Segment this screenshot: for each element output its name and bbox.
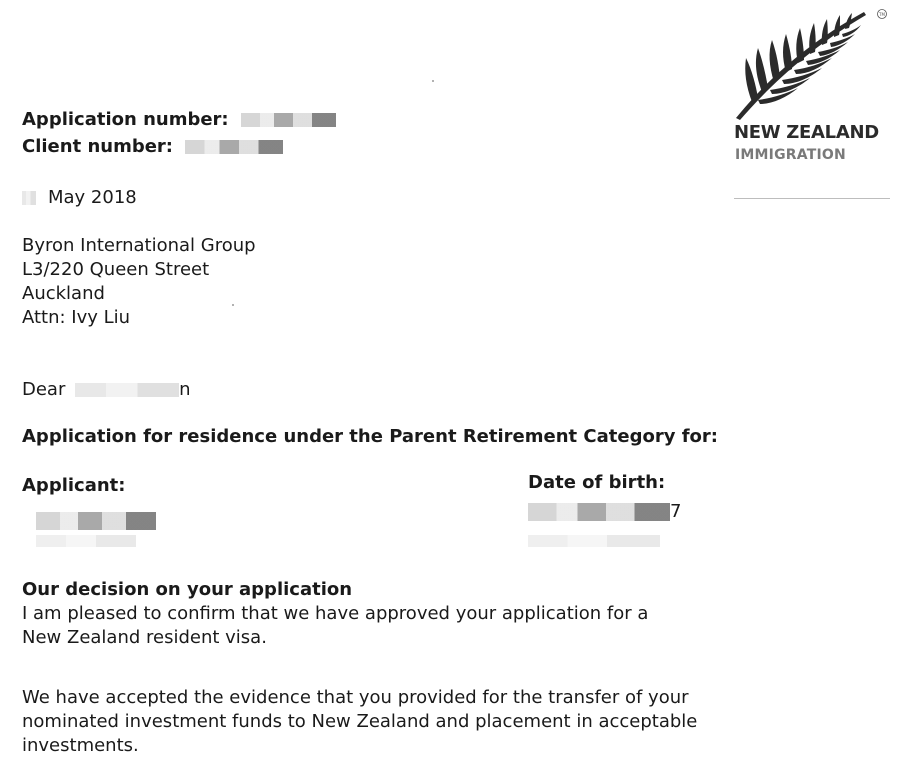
- evidence-paragraph-line-2: nominated investment funds to New Zealand and placement in acceptable: [22, 711, 698, 732]
- scan-speck: [232, 304, 234, 306]
- subject-line: Application for residence under the Parent Retirement Category for:: [22, 426, 718, 447]
- client-number-label: Client number:: [22, 136, 173, 157]
- salutation: Dear: [22, 379, 66, 400]
- logo-agency-text: IMMIGRATION: [735, 147, 846, 163]
- address-line-4: Attn: Ivy Liu: [22, 307, 131, 328]
- letter-date-line: [22, 186, 137, 210]
- address-line-2: L3/220 Queen Street: [22, 259, 210, 280]
- address-line-1: Byron International Group: [22, 235, 256, 256]
- application-number-line: [22, 108, 336, 132]
- silver-fern-icon: [732, 6, 892, 121]
- decision-paragraph-line-1: I am pleased to confirm that we have approved your application for a: [22, 603, 649, 624]
- redacted-applicant-name: [36, 512, 156, 530]
- logo-divider: [734, 198, 890, 199]
- redacted-name: [75, 383, 179, 397]
- tm-mark: TM: [879, 12, 885, 17]
- application-number-label: Application number:: [22, 109, 229, 130]
- evidence-paragraph-line-1: We have accepted the evidence that you provided for the transfer of your: [22, 687, 689, 708]
- redacted-dob: [528, 503, 670, 521]
- redacted-dob-2: [528, 535, 660, 547]
- redacted-applicant-name-2: [36, 535, 136, 547]
- redacted-application-number: [241, 113, 336, 127]
- dob-label: Date of birth:: [528, 472, 666, 493]
- applicant-label: Applicant:: [22, 475, 126, 496]
- dob-tail: 7: [670, 501, 682, 522]
- salutation-line: [22, 378, 191, 402]
- salutation-tail: n: [179, 379, 191, 400]
- client-number-line: [22, 135, 283, 159]
- dob-line: [528, 500, 681, 524]
- decision-paragraph-line-2: New Zealand resident visa.: [22, 627, 267, 648]
- decision-heading: Our decision on your application: [22, 579, 353, 600]
- scan-speck: [432, 80, 434, 82]
- letter-date: May 2018: [48, 187, 137, 208]
- redacted-client-number: [185, 140, 283, 154]
- address-line-3: Auckland: [22, 283, 105, 304]
- redacted-day: [22, 191, 36, 205]
- evidence-paragraph-line-3: investments.: [22, 735, 139, 756]
- logo-country-text: NEW ZEALAND: [734, 122, 879, 143]
